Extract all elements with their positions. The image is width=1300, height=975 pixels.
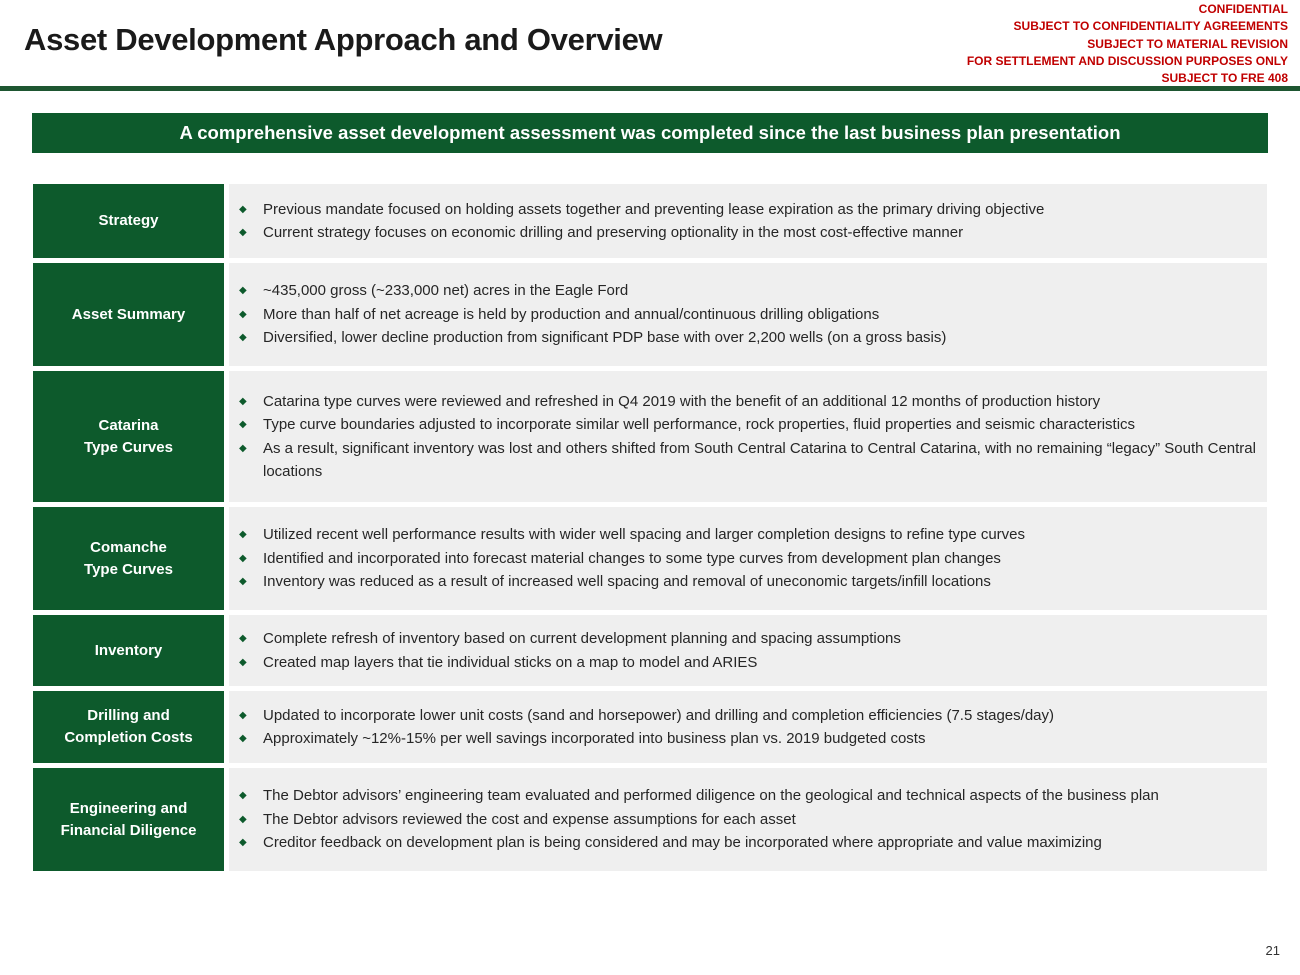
- summary-banner: A comprehensive asset development assessment was completed since the last business plan presentation: [32, 113, 1268, 153]
- row-content: [229, 371, 1267, 502]
- row-content: [229, 691, 1267, 763]
- row-label: Inventory: [33, 615, 224, 686]
- confidential-line: CONFIDENTIAL: [1198, 2, 1288, 16]
- diamond-bullet-icon: ◆: [239, 576, 247, 588]
- diamond-bullet-icon: ◆: [239, 395, 247, 407]
- confidential-line: SUBJECT TO CONFIDENTIALITY AGREEMENTS: [1013, 19, 1288, 34]
- row-label: Engineering and Financial Diligence: [33, 768, 224, 871]
- diamond-bullet-icon: ◆: [239, 419, 247, 430]
- row-content: [229, 263, 1267, 366]
- diamond-bullet-icon: ◆: [239, 790, 247, 802]
- row-content: [229, 507, 1267, 610]
- row-label: Catarina Type Curves: [33, 371, 224, 502]
- diamond-bullet-icon: ◆: [239, 442, 247, 454]
- diamond-bullet-icon: ◆: [239, 633, 247, 644]
- row-content: [229, 615, 1267, 686]
- row-content: [229, 184, 1267, 258]
- diamond-bullet-icon: ◆: [239, 733, 247, 744]
- table-row-comanche-type-curves: [33, 507, 1267, 610]
- page-number: 21: [1265, 943, 1280, 958]
- table-row-engineering-financial-diligence: [33, 768, 1267, 871]
- row-label: Drilling and Completion Costs: [33, 691, 224, 763]
- list-item: ◆ Creditor feedback on development plan is being considered and may be incorporated where appropriate and value maximizing: [239, 831, 1259, 855]
- list-item: ◆ Catarina type curves were reviewed and refreshed in Q4 2019 with the benefit of an additional 12 months of production history: [239, 390, 1259, 414]
- confidential-line: SUBJECT TO MATERIAL REVISION: [1087, 36, 1288, 51]
- diamond-bullet-icon: ◆: [239, 203, 247, 215]
- list-item: ◆ Type curve boundaries adjusted to incorporate similar well performance, rock properties, fluid properties and seismic characteristics: [239, 413, 1259, 437]
- list-item: ◆ More than half of net acreage is held by production and annual/continuous drilling obligations: [239, 303, 1259, 327]
- list-item: ◆ Created map layers that tie individual sticks on a map to model and ARIES: [239, 651, 1259, 675]
- diamond-bullet-icon: ◆: [239, 837, 247, 849]
- row-label: Strategy: [33, 184, 224, 258]
- list-item: ◆ Utilized recent well performance results with wider well spacing and larger completion designs to refine type curves: [239, 523, 1259, 547]
- list-item: ◆ Approximately ~12%-15% per well savings incorporated into business plan vs. 2019 budgeted costs: [239, 727, 1259, 751]
- confidential-line: FOR SETTLEMENT AND DISCUSSION PURPOSES ONLY: [966, 53, 1288, 68]
- row-label: Comanche Type Curves: [33, 507, 224, 610]
- list-item: ◆ Inventory was reduced as a result of increased well spacing and removal of uneconomic targets/infill locations: [239, 570, 1259, 594]
- page-title: Asset Development Approach and Overview: [24, 22, 663, 57]
- diamond-bullet-icon: ◆: [239, 227, 247, 238]
- list-item: ◆ Previous mandate focused on holding assets together and preventing lease expiration as the primary driving objective: [239, 198, 1259, 222]
- diamond-bullet-icon: ◆: [239, 552, 247, 564]
- diamond-bullet-icon: ◆: [239, 709, 247, 721]
- table-row-catarina-type-curves: [33, 371, 1267, 502]
- overview-table: [33, 184, 1267, 876]
- list-item: ◆ ~435,000 gross (~233,000 net) acres in the Eagle Ford: [239, 279, 1259, 303]
- list-item: ◆ Current strategy focuses on economic drilling and preserving optionality in the most cost-effective manner: [239, 221, 1259, 245]
- list-item: ◆ As a result, significant inventory was lost and others shifted from South Central Catarina to Central Catarina, with no remaining “legacy” South Central locations: [239, 437, 1259, 484]
- confidential-line: SUBJECT TO FRE 408: [1161, 71, 1288, 86]
- row-content: [229, 768, 1267, 871]
- list-item: ◆ The Debtor advisors reviewed the cost and expense assumptions for each asset: [239, 808, 1259, 832]
- list-item: ◆ Diversified, lower decline production from significant PDP base with over 2,200 wells (on a gross basis): [239, 326, 1259, 350]
- list-item: ◆ Complete refresh of inventory based on current development planning and spacing assumptions: [239, 627, 1259, 651]
- confidentiality-notice: [967, 1, 1288, 87]
- row-label: Asset Summary: [33, 263, 224, 366]
- table-row-strategy: [33, 184, 1267, 258]
- diamond-bullet-icon: ◆: [239, 656, 247, 668]
- diamond-bullet-icon: ◆: [239, 332, 247, 344]
- table-row-drilling-completion-costs: [33, 691, 1267, 763]
- diamond-bullet-icon: ◆: [239, 529, 247, 541]
- diamond-bullet-icon: ◆: [239, 813, 247, 825]
- diamond-bullet-icon: ◆: [239, 308, 247, 320]
- list-item: ◆ The Debtor advisors’ engineering team evaluated and performed diligence on the geological and technical aspects of the business plan: [239, 784, 1259, 808]
- diamond-bullet-icon: ◆: [239, 285, 247, 297]
- header-divider: [0, 86, 1300, 91]
- list-item: ◆ Identified and incorporated into forecast material changes to some type curves from development plan changes: [239, 547, 1259, 571]
- table-row-asset-summary: [33, 263, 1267, 366]
- list-item: ◆ Updated to incorporate lower unit costs (sand and horsepower) and drilling and completion efficiencies (7.5 stages/day): [239, 704, 1259, 728]
- table-row-inventory: [33, 615, 1267, 686]
